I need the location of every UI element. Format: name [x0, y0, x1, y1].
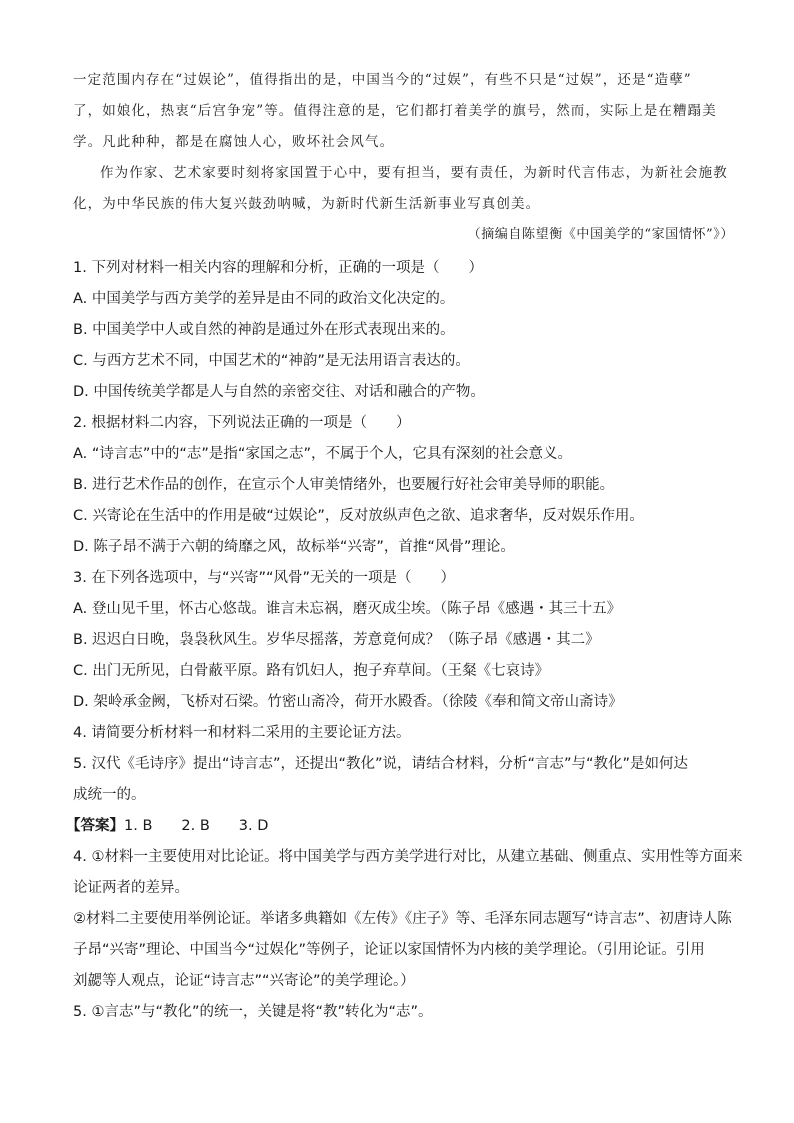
question-option: B. 进行艺术作品的创作，在宣示个人审美情绪外，也要履行好社会审美导师的职能。 — [73, 477, 615, 493]
question-option: D. 中国传统美学都是人与自然的亲密交往、对话和融合的产物。 — [73, 384, 485, 400]
answer-line: 5. ①言志”与“教化”的统一，关键是将“教”转化为“志”。 — [73, 1004, 433, 1020]
passage-line: 了，如娘化，热衷“后宫争宠”等。值得注意的是，它们都打着美学的旗号，然而，实际上是在糟蹋美 — [73, 103, 717, 119]
question-stem: 3. 在下列各选项中，与“兴寄”“风骨”无关的一项是（ ） — [73, 570, 455, 586]
answer-line: 4. ①材料一主要使用对比论证。将中国美学与西方美学进行对比，从建立基础、侧重点、实用性等方面来 — [73, 849, 743, 865]
passage-line: 一定范围内存在“过娱论”，值得指出的是，中国当今的“过娱”，有些不只是“过娱”，还是“造孽” — [73, 72, 692, 88]
question-option: A. 登山见千里，怀古心悠哉。谁言未忘祸，磨灭成尘埃。（陈子昂《感遇・其三十五》 — [73, 601, 622, 617]
passage-source: （摘编自陈望衡《中国美学的“家国情怀”》） — [467, 227, 734, 242]
passage-line: 作为作家、艺术家要时刻将家国置于心中，要有担当，要有责任，为新时代言伟志，为新社会施教 — [100, 165, 728, 181]
question-option: A. “诗言志”中的“志”是指“家国之志”，不属于个人，它具有深刻的社会意义。 — [73, 446, 572, 462]
question-stem-continued: 成统一的。 — [73, 787, 146, 803]
question-option: D. 陈子昂不满于六朝的绮靡之风，故标举“兴寄”，首推“风骨”理论。 — [73, 539, 515, 555]
question-option: C. 兴寄论在生活中的作用是破“过娱论”，反对放纵声色之欲、追求奢华，反对娱乐作用。 — [73, 508, 644, 524]
question-option: C. 与西方艺术不同，中国艺术的“神韵”是无法用语言表达的。 — [73, 353, 470, 369]
passage-line: 学。凡此种种，都是在腐蚀人心，败坏社会风气。 — [73, 134, 395, 150]
question-option: B. 迟迟白日晚，袅袅秋风生。岁华尽摇落，芳意竟何成？（陈子昂《感遇・其二》 — [73, 632, 600, 648]
question-stem: 1. 下列对材料一相关内容的理解和分析，正确的一项是（ ） — [73, 260, 483, 276]
answer-choices: 1. B 2. B 3. D — [124, 818, 269, 834]
answer-line: 刘勰等人观点，论证“诗言志”“兴寄论”的美学理论。） — [73, 973, 415, 989]
question-stem: 2. 根据材料二内容，下列说法正确的一项是（ ） — [73, 415, 411, 431]
answer-tag: 【答案】 — [66, 818, 124, 834]
question-option: B. 中国美学中人或自然的神韵是通过外在形式表现出来的。 — [73, 322, 455, 338]
answer-line — [66, 814, 726, 835]
answer-line: 子昂“兴寄”理论、中国当今“过娱化”等例子，论证以家国情怀为内核的美学理论。（引用论证。引用 — [73, 942, 705, 958]
question-option: C. 出门无所见，白骨蔽平原。路有饥妇人，抱子弃草间。（王粲《七哀诗》 — [73, 663, 550, 679]
answer-line: ②材料二主要使用举例论证。举诸多典籍如《左传》《庄子》等、毛泽东同志题写“诗言志”、初唐诗人陈 — [73, 911, 732, 927]
question-stem: 4. 请简要分析材料一和材料二采用的主要论证方法。 — [73, 725, 411, 741]
passage-line: 化，为中华民族的伟大复兴鼓劲呐喊，为新时代新生活新事业写真创美。 — [73, 196, 541, 212]
question-option: D. 架岭承金阙，飞桥对石梁。竹密山斋冷，荷开水殿香。（徐陵《奉和简文帝山斋诗》 — [73, 694, 623, 710]
answer-line: 论证两者的差异。 — [73, 880, 189, 896]
question-option: A. 中国美学与西方美学的差异是由不同的政治文化决定的。 — [73, 291, 455, 307]
question-stem: 5. 汉代《毛诗序》提出“诗言志”，还提出“教化”说，请结合材料，分析“言志”与“教化”是如何达 — [73, 756, 689, 772]
